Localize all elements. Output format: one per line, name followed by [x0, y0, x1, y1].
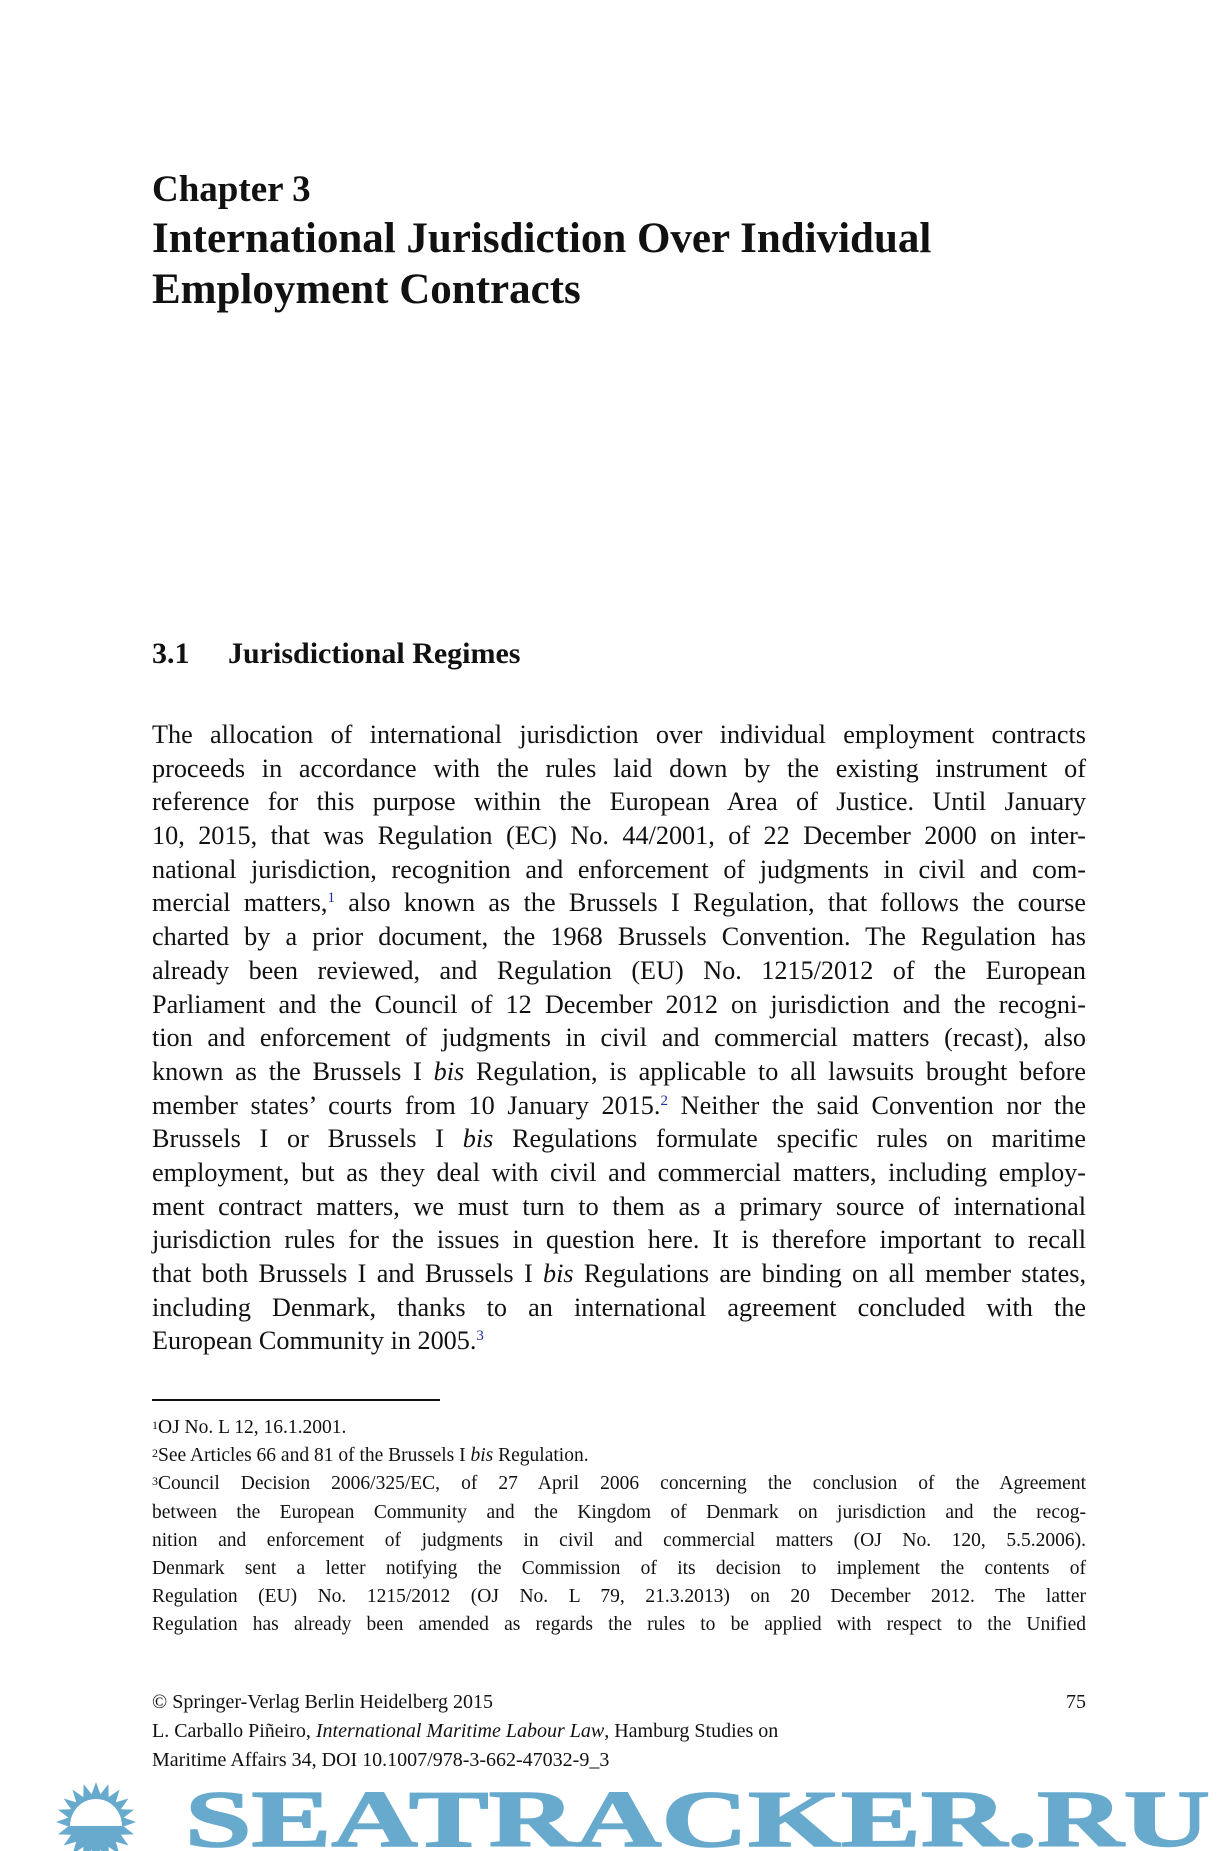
page-footer — [152, 1688, 1086, 1775]
footnote-number: 3 — [152, 1474, 158, 1489]
body-text-run: that both Brussels I and Brussels I — [152, 1259, 544, 1288]
body-text-run: also known as the Brussels I Regulation, that follows the course — [334, 888, 1086, 918]
body-line — [152, 1156, 1086, 1190]
footnote-divider — [152, 1399, 440, 1401]
body-line — [152, 954, 1086, 988]
body-line — [152, 1291, 1086, 1325]
body-text-run: Regulations formulate specific rules on maritime — [493, 1124, 1086, 1154]
footnote-3 — [152, 1470, 1086, 1639]
watermark-text: SEATRACKER.RU — [185, 1778, 1210, 1851]
section-title: Jurisdictional Regimes — [228, 637, 521, 670]
footnote-text: See Articles 66 and 81 of the Brussels I — [158, 1445, 471, 1467]
body-line — [152, 752, 1086, 786]
body-text-run: The allocation of international jurisdiction over individual employment contracts — [152, 720, 1086, 749]
footnote-reference-link[interactable]: 2 — [660, 1092, 668, 1109]
copyright: © Springer-Verlag Berlin Heidelberg 2015 — [152, 1691, 494, 1713]
body-text-run: Regulations are binding on all member states, — [573, 1259, 1086, 1288]
body-text-run: proceeds in accordance with the rules laid down by the existing instrument of — [152, 753, 1086, 783]
body-text-run: Neither the said Convention nor the — [667, 1090, 1086, 1120]
series: , Hamburg Studies on — [604, 1720, 779, 1742]
body-text-run: employment, but as they deal with civil and commercial matters, including employ- — [152, 1157, 1086, 1187]
citation-line-1 — [152, 1717, 1086, 1746]
italic-term: bis — [543, 1259, 574, 1288]
footnote-italic: bis — [470, 1445, 494, 1467]
body-text-run: tion and enforcement of judgments in civil and commercial matters (recast), also — [152, 1023, 1086, 1053]
body-text-run: reference for this purpose within the European Area of Justice. Until January — [152, 787, 1086, 817]
body-line — [152, 718, 1086, 752]
section-heading — [152, 637, 521, 671]
footnotes — [152, 1414, 1086, 1640]
body-text-run: European Community in 2005. — [152, 1326, 477, 1356]
body-line — [152, 853, 1086, 887]
page-number: 75 — [1066, 1691, 1086, 1713]
chapter-title-line-1: International Jurisdiction Over Individual — [152, 215, 932, 262]
body-line — [152, 785, 1086, 819]
body-line — [152, 1223, 1086, 1257]
citation-line-2: Maritime Affairs 34, DOI 10.1007/978-3-662-47032-9_3 — [152, 1749, 610, 1771]
footnote-reference-link[interactable]: 1 — [327, 890, 335, 907]
body-text-run: 10, 2015, that was Regulation (EC) No. 44/2001, of 22 December 2000 on inter- — [152, 821, 1086, 851]
body-text-run: mercial matters, — [152, 888, 328, 918]
body-line — [152, 988, 1086, 1022]
body-text-run: national jurisdiction, recognition and enforcement of judgments in civil and com- — [152, 854, 1086, 884]
body-line — [152, 819, 1086, 853]
body-text-run: charted by a prior document, the 1968 Brussels Convention. The Regulation has — [152, 922, 1086, 952]
body-text-run: known as the Brussels I — [152, 1056, 434, 1086]
body-line — [152, 1089, 1086, 1123]
chapter-label: Chapter 3 — [152, 169, 311, 210]
body-text-run: jurisdiction rules for the issues in question here. It is therefore important to recall — [152, 1225, 1086, 1255]
footnote-text: Regulation. — [493, 1445, 589, 1467]
body-text-run: Parliament and the Council of 12 December 2012 on jurisdiction and the recogni- — [152, 989, 1086, 1019]
footnote-number: 1 — [152, 1418, 158, 1432]
footnote-1 — [152, 1414, 1086, 1442]
body-text-run: already been reviewed, and Regulation (EU) No. 1215/2012 of the European — [152, 955, 1086, 985]
book-title: International Maritime Labour Law — [315, 1720, 605, 1742]
italic-term: bis — [433, 1056, 465, 1086]
body-line — [152, 1122, 1086, 1156]
body-text-run: including Denmark, thanks to an international agreement concluded with the — [152, 1292, 1086, 1322]
sun-logo-icon — [56, 1782, 136, 1851]
footnote-line: Regulation (EU) No. 1215/2012 (OJ No. L 79, 21.3.2013) on 20 December 2012. The latter — [152, 1586, 1086, 1608]
footnote-line: between the European Community and the Kingdom of Denmark on jurisdiction and the recog- — [152, 1501, 1086, 1523]
body-line — [152, 1190, 1086, 1224]
body-line — [152, 1324, 1086, 1358]
body-line — [152, 1021, 1086, 1055]
footnote-number: 2 — [152, 1446, 158, 1461]
body-text-run: ment contract matters, we must turn to them as a primary source of international — [152, 1191, 1086, 1221]
body-line — [152, 1055, 1086, 1089]
section-number: 3.1 — [152, 637, 190, 670]
body-text-run: Regulation, is applicable to all lawsuits brought before — [464, 1056, 1086, 1086]
footnote-2 — [152, 1442, 1086, 1470]
body-text-run: Brussels I or Brussels I — [152, 1124, 463, 1154]
chapter-title-line-2: Employment Contracts — [152, 266, 581, 313]
author: L. Carballo Piñeiro, — [152, 1720, 316, 1742]
footnote-line: Council Decision 2006/325/EC, of 27 April 2006 concerning the conclusion of the Agreement — [158, 1473, 1086, 1495]
footnote-line: Denmark sent a letter notifying the Commission of its decision to implement the contents of — [152, 1557, 1086, 1579]
footer-row — [152, 1688, 1086, 1717]
italic-term: bis — [462, 1124, 494, 1154]
footnote-line: nition and enforcement of judgments in civil and commercial matters (OJ No. 120, 5.5.2006). — [152, 1529, 1086, 1551]
body-line — [152, 1257, 1086, 1291]
body-text-run: member states’ courts from 10 January 2015. — [152, 1090, 661, 1120]
body-line — [152, 920, 1086, 954]
footnote-reference-link[interactable]: 3 — [476, 1328, 484, 1345]
watermark — [0, 1778, 1221, 1851]
body-text — [152, 718, 1086, 1358]
body-line — [152, 886, 1086, 920]
footnote-line: Regulation has already been amended as regards the rules to be applied with respect to the Unified — [152, 1614, 1086, 1636]
footnote-text: OJ No. L 12, 16.1.2001. — [158, 1417, 347, 1438]
